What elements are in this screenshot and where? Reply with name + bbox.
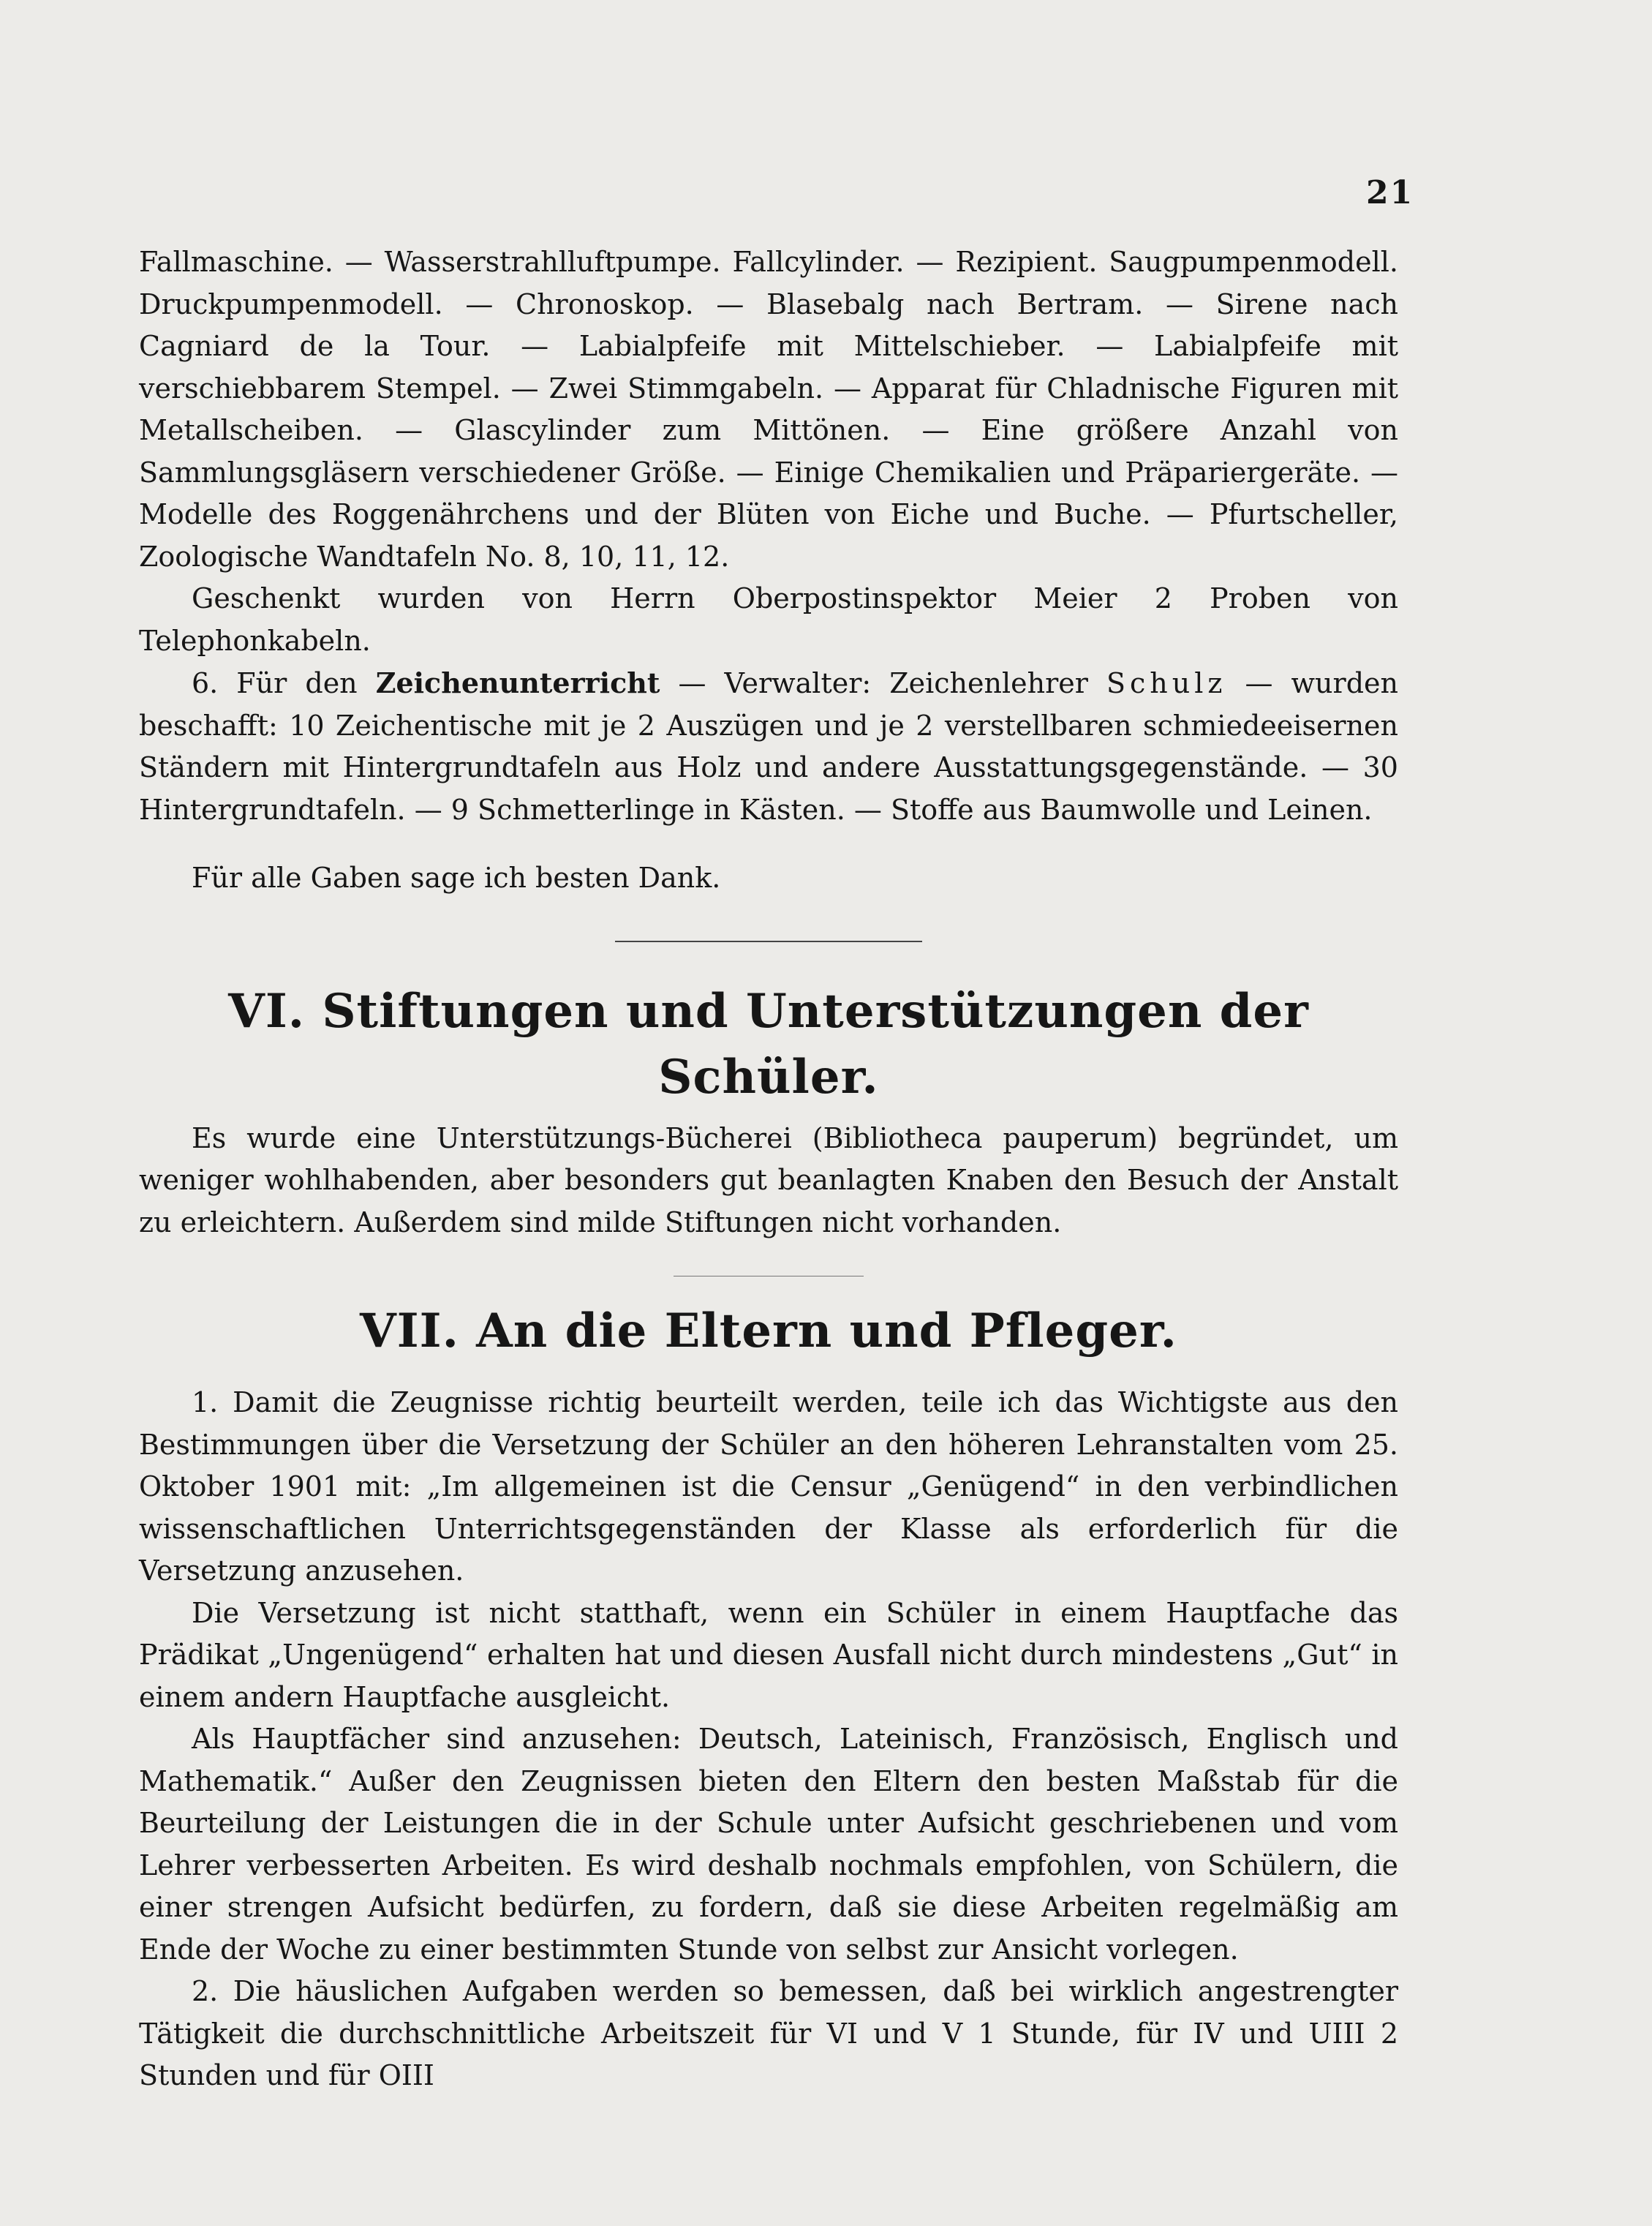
thanks-line: Für alle Gaben sage ich besten Dank.	[192, 862, 721, 894]
section-vi-paragraph: Es wurde eine Unterstützungs-Bücherei (Bibliotheca pauperum) begründet, um weniger wohlhabenden, aber besonders gut beanlagten Knaben den Besuch der Anstalt zu erleichtern. Außerdem sind milde Stiftungen nicht vorhanden.	[139, 1121, 1398, 1238]
drawing-teacher-name: Schulz	[1106, 667, 1227, 699]
spacer	[139, 831, 1398, 857]
section-divider	[615, 941, 922, 942]
section-vii-paragraph-4: 2. Die häuslichen Aufgaben werden so bemessen, daß bei wirklich angestrengter Tätigkeit die durchschnittliche Arbeitszeit für VI und V 1 Stunde, für IV und UIII 2 Stunden und für OIII	[139, 1975, 1398, 2091]
section-vii-paragraph-3: Als Hauptfächer sind anzusehen: Deutsch, Lateinisch, Französisch, Englisch und Mathematik.“ Außer den Zeugnissen bieten den Eltern den besten Maßstab für die Beurteilung der Leistungen die in der Schule unter Aufsicht geschriebenen und vom Lehrer verbesserten Arbeiten. Es wird deshalb nochmals empfohlen, von Schülern, die einer strengen Aufsicht bedürfen, zu fordern, daß sie diese Arbeiten regelmäßig am Ende der Woche zu einer bestimmten Stunde von selbst zur Ansicht vorlegen.	[139, 1723, 1398, 1966]
drawing-instruction-paragraph	[139, 662, 1398, 831]
drawing-middle: — Verwalter: Zeichenlehrer	[660, 667, 1106, 699]
drawing-rest: — wurden beschafft: 10 Zeichentische mit je 2 Auszügen und je 2 verstellbaren schmiedeeisernen Ständern mit Hintergrundtafeln aus Holz und andere Ausstattungsgegenstände. — 30 Hintergrundtafeln. — 9 Schmetterlinge in Kästen. — Stoffe aus Baumwolle und Leinen.	[139, 667, 1398, 826]
page-body	[139, 241, 1398, 2097]
drawing-prefix: 6. Für den	[192, 667, 376, 699]
section-vii-title: VII. An die Eltern und Pfleger.	[360, 1304, 1177, 1358]
equipment-list-paragraph: Fallmaschine. — Wasserstrahlluftpumpe. Fallcylinder. — Rezipient. Saugpumpenmodell. Druckpumpenmodell. — Chronoskop. — Blasebalg nach Bertram. — Sirene nach Cagniard de la Tour. — Labialpfeife mit Mittelschieber. — Labialpfeife mit verschiebbarem Stempel. — Zwei Stimmgabeln. — Apparat für Chladnische Figuren mit Metallscheiben. — Glascylinder zum Mittönen. — Eine größere Anzahl von Sammlungsgläsern verschiedener Größe. — Einige Chemikalien und Präpariergeräte. — Modelle des Roggenährchens und der Blüten von Eiche und Buche. — Pfurtscheller, Zoologische Wandtafeln No. 8, 10, 11, 12.	[139, 246, 1398, 573]
page-number: 21	[1366, 174, 1414, 211]
section-vii-paragraph-1: 1. Damit die Zeugnisse richtig beurteilt werden, teile ich das Wichtigste aus den Bestimmungen über die Versetzung der Schüler an den höheren Lehranstalten vom 25. Oktober 1901 mit: „Im allgemeinen ist die Censur „Genügend“ in den verbindlichen wissenschaftlichen Unterrichtsgegenständen der Klasse als erforderlich für die Versetzung anzusehen.	[139, 1386, 1398, 1587]
donation-paragraph: Geschenkt wurden von Herrn Oberpostinspektor Meier 2 Proben von Telephonkabeln.	[139, 582, 1398, 657]
section-vi-title: VI. Stiftungen und Unterstützungen der Schüler.	[228, 983, 1309, 1105]
section-vii-paragraph-2: Die Versetzung ist nicht statthaft, wenn ein Schüler in einem Hauptfache das Prädikat „Ungenügend“ erhalten hat und diesen Ausfall nicht durch mindestens „Gut“ in einem andern Hauptfache ausgleicht.	[139, 1596, 1398, 1713]
drawing-subject: Zeichenunterricht	[375, 666, 660, 699]
